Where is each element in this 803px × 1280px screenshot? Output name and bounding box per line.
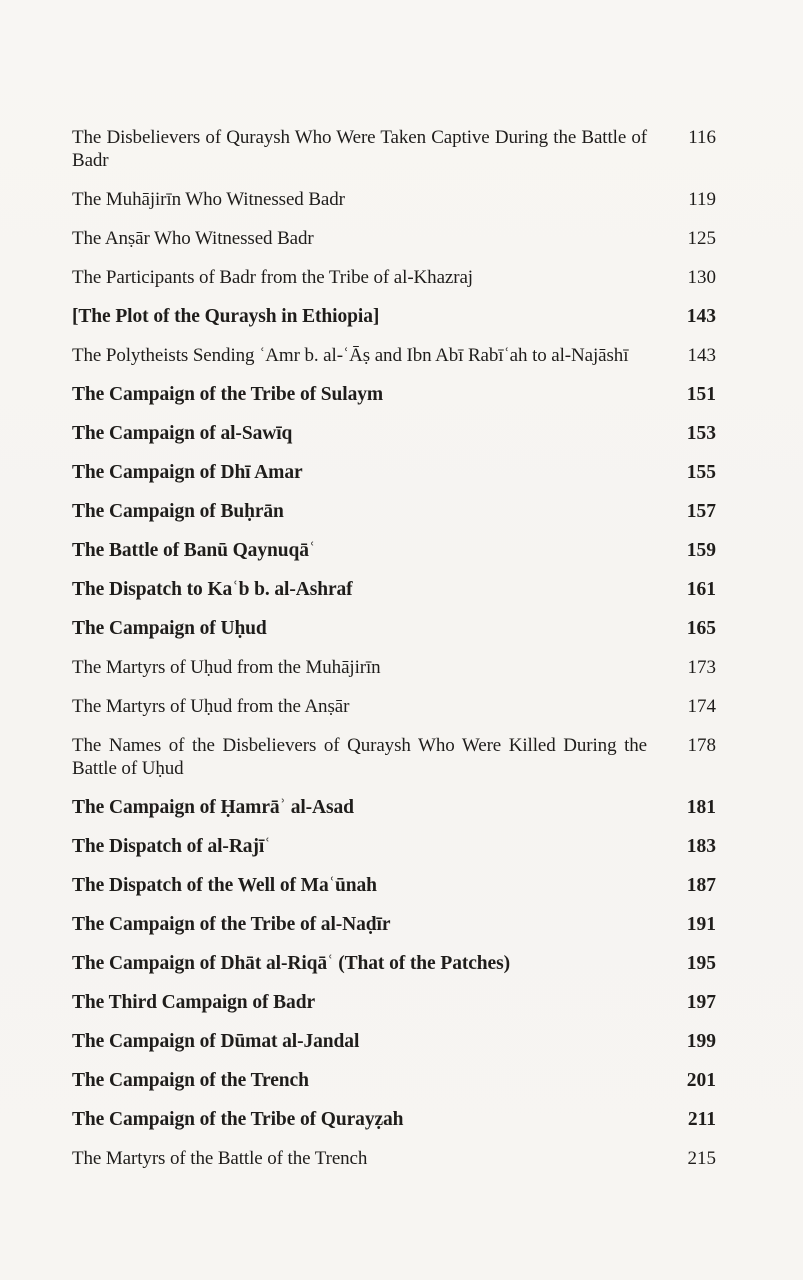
toc-entry-page-number: 157 [686, 501, 716, 522]
toc-entry-title: The Disbelievers of Quraysh Who Were Taken Captive During the Battle of Badr [72, 127, 647, 171]
toc-entry-title: The Campaign of Dhī Amar [72, 462, 303, 483]
toc-entry-title: The Anṣār Who Witnessed Badr [72, 228, 314, 249]
toc-entry [72, 305, 716, 328]
toc-entry [72, 835, 716, 858]
toc-entry-page-number: 197 [686, 992, 716, 1013]
toc-entry [72, 1147, 716, 1170]
toc-entry-page-number: 161 [686, 579, 716, 600]
toc-entry [72, 913, 716, 936]
toc-entry-page-number: 173 [687, 657, 716, 678]
toc-entry [72, 188, 716, 211]
toc-entry-title: The Campaign of Uḥud [72, 618, 267, 639]
toc-entry [72, 695, 716, 718]
toc-entry-page-number: 187 [686, 875, 716, 896]
toc-entry-page-number: 178 [687, 735, 716, 756]
toc-entry-title: The Martyrs of Uḥud from the Muhājirīn [72, 657, 381, 678]
toc-entry [72, 1108, 716, 1131]
toc-entry-page-number: 143 [687, 345, 716, 366]
toc-entry [72, 126, 716, 172]
toc-entry-page-number: 125 [687, 228, 716, 249]
toc-entry [72, 952, 716, 975]
toc-entry-page-number: 191 [686, 914, 716, 935]
toc-entry-title: The Third Campaign of Badr [72, 992, 316, 1013]
toc-entry-page-number: 165 [686, 618, 716, 639]
toc-entry-page-number: 119 [688, 189, 716, 210]
toc-entry-page-number: 174 [687, 696, 716, 717]
toc-entry-title: The Polytheists Sending ʿAmr b. al-ʿĀṣ and Ibn Abī Rabīʿah to al-Najāshī [72, 345, 629, 366]
toc-entry [72, 383, 716, 406]
toc-entry-title: The Muhājirīn Who Witnessed Badr [72, 189, 345, 210]
toc-entry-page-number: 143 [686, 306, 716, 327]
toc-entry-title: The Campaign of the Tribe of al-Naḍīr [72, 914, 391, 935]
toc-entry [72, 1069, 716, 1092]
toc-entry [72, 266, 716, 289]
toc-entry-title: The Dispatch of the Well of Maʿūnah [72, 875, 377, 896]
toc-entry-page-number: 195 [686, 953, 716, 974]
toc-entry-title: The Dispatch of al-Rajīʿ [72, 836, 271, 857]
toc-entry-title: The Names of the Disbelievers of Quraysh Who Were Killed During the Battle of Uḥud [72, 735, 647, 779]
toc-entry [72, 617, 716, 640]
toc-entry [72, 1030, 716, 1053]
toc-entry-title: The Participants of Badr from the Tribe of al-Khazraj [72, 267, 473, 288]
toc-entry [72, 500, 716, 523]
toc-entry-page-number: 199 [686, 1031, 716, 1052]
toc-entry-page-number: 153 [686, 423, 716, 444]
toc-entry [72, 991, 716, 1014]
toc-entry-page-number: 116 [688, 127, 716, 148]
toc-entry-title: The Battle of Banū Qaynuqāʿ [72, 540, 316, 561]
toc-entry-title: The Martyrs of the Battle of the Trench [72, 1148, 368, 1169]
toc-entry-title: The Campaign of the Tribe of Qurayẓah [72, 1109, 404, 1130]
toc-entry-title: The Campaign of Dūmat al-Jandal [72, 1031, 360, 1052]
toc-entry-title: The Campaign of al-Sawīq [72, 423, 293, 444]
toc-entry-title: The Campaign of the Tribe of Sulaym [72, 384, 384, 405]
toc-entry-title: The Campaign of the Trench [72, 1070, 309, 1091]
toc-entry [72, 422, 716, 445]
toc-entry-page-number: 159 [686, 540, 716, 561]
toc-entry [72, 227, 716, 250]
toc-entry-page-number: 215 [687, 1148, 716, 1169]
toc-entry [72, 539, 716, 562]
toc-entry-title: The Campaign of Buḥrān [72, 501, 284, 522]
toc-entry [72, 796, 716, 819]
toc-entry-page-number: 201 [686, 1070, 716, 1091]
toc-entry-title: The Martyrs of Uḥud from the Anṣār [72, 696, 350, 717]
toc-entry-page-number: 151 [686, 384, 716, 405]
toc-entry-page-number: 130 [687, 267, 716, 288]
toc-entry-title: The Campaign of Dhāt al-Riqāʿ (That of the Patches) [72, 953, 510, 974]
toc-entry [72, 461, 716, 484]
toc-entry-page-number: 155 [686, 462, 716, 483]
toc-entry [72, 734, 716, 780]
toc-entry-page-number: 181 [686, 797, 716, 818]
toc-entry [72, 578, 716, 601]
toc-entry-title: [The Plot of the Quraysh in Ethiopia] [72, 306, 380, 327]
toc-entry-title: The Dispatch to Kaʿb b. al-Ashraf [72, 579, 353, 600]
toc-entry-page-number: 183 [686, 836, 716, 857]
toc-entry-title: The Campaign of Ḥamrāʾ al-Asad [72, 797, 354, 818]
toc-entry [72, 656, 716, 679]
table-of-contents [72, 126, 716, 1186]
toc-entry [72, 344, 716, 367]
toc-entry-page-number: 211 [687, 1109, 716, 1130]
toc-entry [72, 874, 716, 897]
